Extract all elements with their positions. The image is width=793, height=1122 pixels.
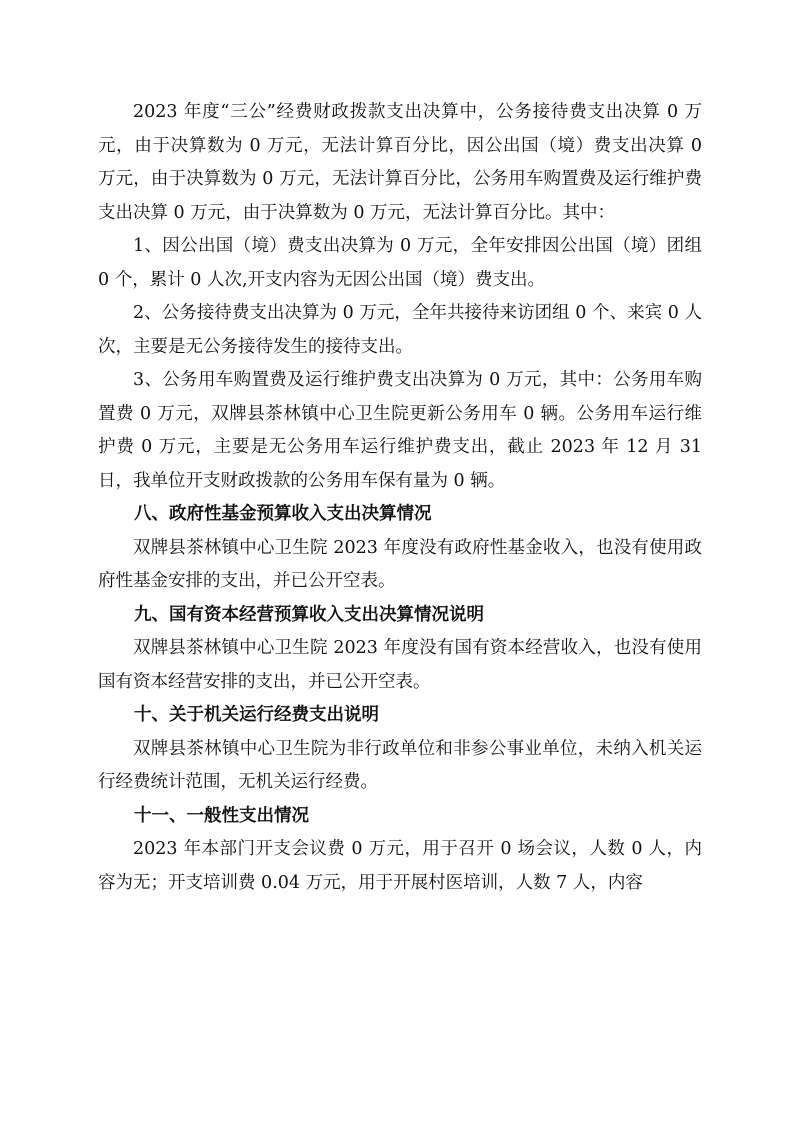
- section-heading-state-capital: 九、国有资本经营预算收入支出决算情况说明: [134, 604, 484, 625]
- paragraph-general-expenditure: 2023 年本部门开支会议费 0 万元，用于召开 0 场会议，人数 0 人，内容为无；开支培训费 0.04 万元，用于开展村医培训，人数 7 人，内容: [98, 839, 702, 893]
- section-heading-general-expenditure: 十一、一般性支出情况: [134, 805, 309, 826]
- section-heading-government-funds: 八、政府性基金预算收入支出决算情况: [134, 504, 432, 524]
- paragraph-agency-operating: 双牌县茶林镇中心卫生院为非行政单位和非参公事业单位，未纳入机关运行经费统计范围，无机关运行经费。: [98, 738, 702, 792]
- paragraph-official-vehicles: 3、公务用车购置费及运行维护费支出决算为 0 万元，其中：公务用车购置费 0 万元，双牌县茶林镇中心卫生院更新公务用车 0 辆。公务用车运行维护费 0 万元，主要是无公务用车运行维护费支出，截止 2023 年 12 月 31 日，我单位开支财政拨款的公务用车保有量为 0 辆。: [98, 370, 702, 491]
- paragraph-overseas-travel: 1、因公出国（境）费支出决算为 0 万元，全年安排因公出国（境）团组 0 个，累计 0 人次,开支内容为无因公出国（境）费支出。: [98, 236, 702, 290]
- section-heading-agency-operating: 十、关于机关运行经费支出说明: [134, 705, 379, 725]
- paragraph-reception: 2、公务接待费支出决算为 0 万元，全年共接待来访团组 0 个、来宾 0 人次，主要是无公务接待发生的接待支出。: [98, 303, 702, 357]
- paragraph-three-public-expenses: 2023 年度“三公”经费财政拨款支出决算中，公务接待费支出决算 0 万元，由于决算数为 0 万元，无法计算百分比，因公出国（境）费支出决算 0 万元，由于决算数为 0 万元，无法计算百分比，公务用车购置费及运行维护费支出决算 0 万元，由于决算数为 0 万元，无法计算百分比。其中：: [98, 102, 702, 223]
- paragraph-state-capital: 双牌县茶林镇中心卫生院 2023 年度没有国有资本经营收入，也没有使用国有资本经营安排的支出，并已公开空表。: [98, 638, 702, 692]
- document-page: [98, 96, 702, 900]
- paragraph-government-funds: 双牌县茶林镇中心卫生院 2023 年度没有政府性基金收入，也没有使用政府性基金安排的支出，并已公开空表。: [98, 537, 702, 591]
